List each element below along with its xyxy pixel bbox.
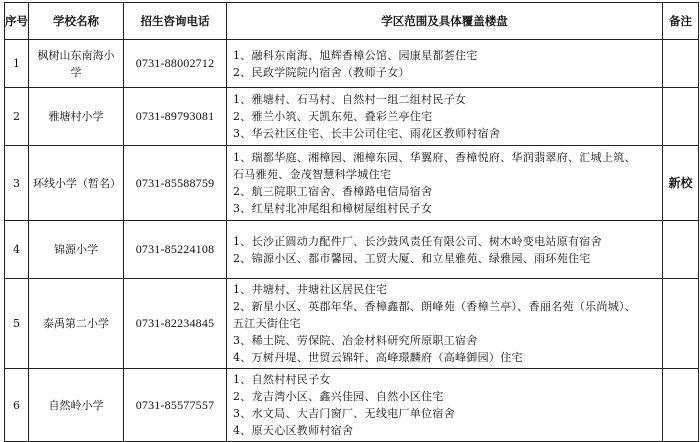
- school-district-table-container: [4, 2, 699, 442]
- district-line: 3、水文局、大吉门窗厂、无线电厂单位宿舍: [233, 407, 455, 420]
- row-district-area: [227, 88, 663, 146]
- table-row: [5, 221, 699, 279]
- district-line: 3、红星村北冲尾组和樟树屋组村民子女: [233, 202, 433, 215]
- district-line: 1、雅塘村、石马村、自然村一组二组村民子女: [233, 93, 467, 106]
- district-line: 2、新星小区、英郡年华、香樟鑫都、朗峰苑（香樟兰亭）、香丽名苑（乐尚城）、: [233, 300, 637, 313]
- row-seq: 4: [5, 221, 29, 279]
- district-line: 4、原天心区教师村宿舍: [233, 424, 354, 437]
- district-line: 2、龙吉湾小区、鑫兴佳园、自然小区住宅: [233, 390, 444, 403]
- header-area: 学区范围及具体覆盖楼盘: [227, 3, 663, 40]
- table-header-row: [5, 3, 699, 40]
- row-district-area: [227, 40, 663, 88]
- row-note: [663, 88, 699, 146]
- row-district-area: [227, 146, 663, 221]
- row-seq: 5: [5, 279, 29, 369]
- row-seq: 6: [5, 369, 29, 442]
- district-line: 石马雅苑、金茂智慧科学城住宅: [233, 168, 392, 181]
- row-note: 新校: [663, 146, 699, 221]
- district-line: 2、锦源小区、都市馨园、工贸大厦、和立星雅苑、绿雅园、雨环苑住宅: [233, 251, 591, 265]
- row-note: [663, 40, 699, 88]
- row-school-name: 环线小学（暂名）: [29, 146, 124, 221]
- row-note: [663, 279, 699, 369]
- table-row: [5, 40, 699, 88]
- row-seq: 1: [5, 40, 29, 88]
- row-school-name: 雅塘村小学: [29, 88, 124, 146]
- header-phone: 招生咨询电话: [124, 3, 227, 40]
- row-district-area: [227, 369, 663, 442]
- row-phone: 0731-82234845: [124, 279, 227, 369]
- row-phone: 0731-89793081: [124, 88, 227, 146]
- row-note: [663, 221, 699, 279]
- header-school: 学校名称: [29, 3, 124, 40]
- district-line: 1、井塘村、井塘社区居民住宅: [233, 283, 388, 296]
- table-row: [5, 369, 699, 442]
- district-line: 2、民政学院院内宿舍（教师子女）: [233, 65, 410, 79]
- row-school-name: 泰禹第二小学: [29, 279, 124, 369]
- row-school-name: 锦源小学: [29, 221, 124, 279]
- district-line: 3、稀土院、劳保院、冶金材料研究所原职工宿舍: [233, 334, 478, 347]
- row-phone: 0731-85588759: [124, 146, 227, 221]
- district-line: 1、长沙正圆动力配件厂、长沙鼓风责任有限公司、树木岭变电站原有宿舍: [233, 234, 602, 248]
- row-phone: 0731-88002712: [124, 40, 227, 88]
- district-line: 五江天街住宅: [233, 317, 301, 330]
- district-line: 2、雅兰小筑、天凯东苑、叠彩兰亭住宅: [233, 110, 433, 123]
- row-district-area: [227, 221, 663, 279]
- district-line: 1、自然村村民子女: [233, 373, 331, 386]
- table-row: [5, 279, 699, 369]
- row-note: [663, 369, 699, 442]
- row-school-name: 自然岭小学: [29, 369, 124, 442]
- row-seq: 3: [5, 146, 29, 221]
- school-district-table: [4, 2, 699, 442]
- district-line: 1、融科东南海、旭辉香樟公馆、园康星都荟住宅: [233, 48, 478, 62]
- row-seq: 2: [5, 88, 29, 146]
- header-seq: 序号: [5, 3, 29, 40]
- district-line: 1、瑞都华庭、湘樟园、湘樟东园、华翼府、香樟悦府、华润翡翠府、汇城上筑、: [233, 151, 636, 164]
- row-district-area: [227, 279, 663, 369]
- row-phone: 0731-85577557: [124, 369, 227, 442]
- row-phone: 0731-85224108: [124, 221, 227, 279]
- district-line: 3、华云社区住宅、长丰公司住宅、雨花区教师村宿舍: [233, 127, 501, 140]
- table-row: [5, 146, 699, 221]
- table-row: [5, 88, 699, 146]
- district-line: 2、航三院职工宿舍、香樟路电信局宿舍: [233, 185, 433, 198]
- district-line: 4、万树丹堤、世贸云锦轩、高峰璟麟府（高峰御园）住宅: [233, 351, 523, 364]
- header-note: 备注: [663, 3, 699, 40]
- row-school-name: 枫树山东南海小学: [29, 40, 124, 88]
